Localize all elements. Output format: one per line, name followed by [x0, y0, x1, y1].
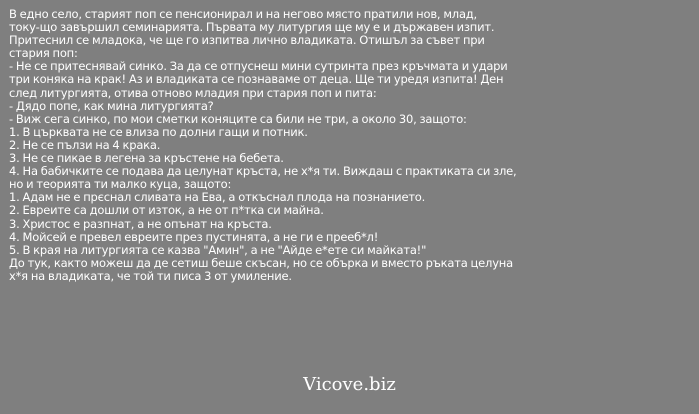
joke-line: 5. В края на литургията се казва "Амин", а не "Айде е*ете си майката!" — [9, 242, 427, 257]
joke-line: 3. Не се пикае в легена за кръстене на бебета. — [9, 151, 284, 166]
joke-line: - Виж сега синко, по мои сметки коняците са били не три, а около 30, защото: — [9, 111, 467, 126]
joke-line: 3. Христос е разпнат, а не опънат на кръста. — [9, 216, 272, 231]
joke-text — [9, 8, 693, 283]
joke-line: Притеснил се младока, че ще го изпитва лично владиката. Отишъл за съвет при — [9, 33, 485, 48]
joke-line: х*я на владиката, че той ти писа 3 от умиление. — [9, 268, 292, 283]
joke-line: но и теорията ти малко куца, защото: — [9, 177, 232, 192]
site-watermark: Vicove.biz — [303, 374, 396, 395]
joke-line: току-що завършил семинарията. Първата му литургия ще му е и държавен изпит. — [9, 20, 495, 35]
joke-line: стария поп: — [9, 46, 78, 61]
joke-line: 4. На бабичките се подава да целунат кръста, не х*я ти. Виждаш с практиката си зле, — [9, 164, 517, 179]
joke-line: 1. В църквата не се влиза по долни гащи и потник. — [9, 124, 308, 139]
joke-line: три коняка на крак! Аз и владиката се познаваме от деца. Ще ти уредя изпита! Ден — [9, 72, 504, 87]
joke-line: - Не се притеснявай синко. За да се отпуснеш мини сутринта през кръчмата и удари — [9, 59, 508, 74]
joke-line: 1. Адам не е прєснал сливата на Ева, а откъснал плода на познанието. — [9, 190, 426, 205]
joke-line: след литургията, отива отново младия при стария поп и пита: — [9, 85, 377, 100]
joke-line: В едно село, старият поп се пенсионирал и на негово място пратили нов, млад, — [9, 7, 478, 21]
joke-line: 2. Евреите са дошли от изток, а не от п*тка си майна. — [9, 203, 324, 218]
joke-line: 2. Не се пълзи на 4 крака. — [9, 137, 161, 152]
joke-line: 4. Мойсей е превел евреите през пустинята, а не ги е прееб*л! — [9, 229, 379, 244]
joke-line: - Дядо попе, как мина литургията? — [9, 98, 214, 113]
joke-line: До тук, както можеш да де сетиш беше скъсан, но се обърка и вместо ръката целуна — [9, 255, 513, 270]
